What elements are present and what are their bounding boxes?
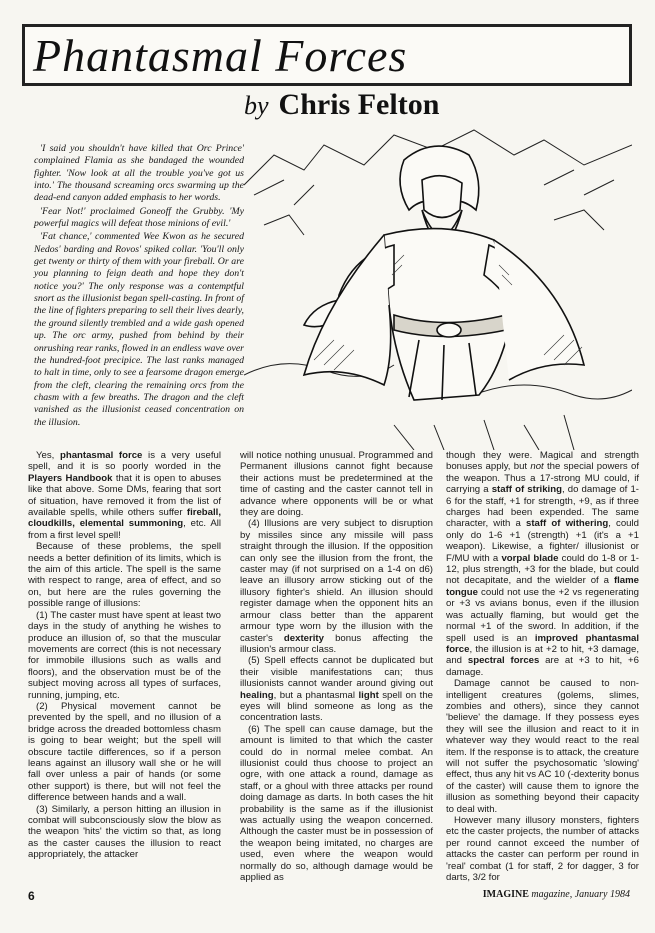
byline-by: by [244,91,269,120]
body-paragraph: (5) Spell effects cannot be duplicated but their visible manifestations can; thus illusionists cannot wander around giving out healing, but a phantasmal light spell on the eyes will blind someone as long as the concentration lasts. [240,655,433,724]
body-paragraph: (4) Illusions are very subject to disruption by missiles since any missile will pass straight through the illusion. If the opposition can only see the illusion from the front, the caster may (if not surprised on a 1-4 on d6) leave an illusory arrow sticking out of the illusory fighter's shield. An illusion should register damage when the opponent hits an armour class better than the apparent armour type worn by the illusion with the caster's dexterity bonus affecting the illusion's armour class. [240,518,433,655]
magazine-name: IMAGINE [482,889,529,900]
body-column-1 [28,450,221,861]
intro-paragraph: 'Fat chance,' commented Wee Kwon as he secured Nedos' barding and Rovos' spiked collar. 'You'll only get twenty or thirty of them with your fireball. Or are you planning to feign death and hope they don't notice you?' The only response was a contemptful snort as the illusionist began spell-casting. In front of the line of fighters preparing to sell their lives dearly, the ground silently trembled and a wide gash opened up. The orc army, pushed from behind by their onrushing rear ranks, flowed in an endless wave over the hundred-foot precipice. The last ranks managed to halt in time, only to see a fearsome dragon emerge from the cleft, clearing the remaining orcs from the chasm with a few breaths. The dragon and the cleft vanished as the illusionist ceased concentration on the illusion. [34,231,244,428]
byline [244,88,439,122]
body-column-3 [446,450,639,883]
body-paragraph: though they were. Magical and strength bonuses apply, but not the special powers of the weapon. Thus a 17-strong MU could, if carrying a staff of striking, do damage of 1-6 for the staff, +1 for strength, +9, as if three charges had been expended. The same character, with a staff of withering, could only do 1-6 +1 (strength) +1 (it's a +1 weapon). Likewise, a fighter/ illusionist or F/MU with a vorpal blade could do 1-8 or 1-12, plus strength, +3 for the blade, but could not decapitate, and the wielder of a flame tongue could not use the +2 vs regenerating or +3 vs avians bonus, even if the illusion was actually flaming, but would get the normal +1 of the sword. In addition, if the spell used is an improved phantasmal force, the illusion is at +2 to hit, +3 damage, and spectral forces are at +3 to hit, +6 damage. [446,450,639,678]
body-paragraph: (1) The caster must have spent at least two days in the study of anything he wishes to produce an illusion of, so that the muscular movements are correct (this is not necessary for immobile illusions such as walls and floors), and the observation must be of the subject moving across all types of surfaces, running, jumping, etc. [28,609,221,701]
magazine-issue: magazine, January 1984 [531,889,630,900]
illusionist-illustration [244,125,632,450]
intro-paragraph: 'Fear Not!' proclaimed Goneoff the Grubby. 'My powerful magics will defeat those minions of evil.' [34,205,244,230]
body-paragraph: will notice nothing unusual. Programmed and Permanent illusions cannot fight because their actions must be predetermined at the time of casting and the caster cannot tell in advance where opponents will be or what they are doing. [240,450,433,519]
body-column-2 [240,450,433,883]
body-paragraph: Damage cannot be caused to non-intelligent creatures (golems, slimes, zombies and others), since they cannot 'believe' the damage. If they possess eyes they will see the illusion and react to it in whatever way they would react to the real item. If the response is to attack, the creature will not suffer the psychosomatic 'slowing' effect, thus any hit vs AC 10 (-dexterity bonus of the caster) will cause them to ignore the illusion as something beyond their capacity to deal with. [446,678,639,815]
body-paragraph: (2) Physical movement cannot be prevented by the spell, and no illusion of a bridge across the dreaded bottomless chasm is going to bear weight; but the spell will obscure tactile differences, so if a person leans against an illusory wall she or he will fall over unless a pair of hands (or some other support) is there, but will not feel the difference between hands and a wall. [28,700,221,804]
intro-paragraph: 'I said you shouldn't have killed that Orc Prince' complained Flamia as she bandaged the wounded fighter. 'Now look at all the trouble you've got us into.' The thousand screaming orcs swarming up the dead-end canyon added emphasis to her words. [34,143,244,204]
intro-fiction [34,143,244,430]
body-paragraph: Because of these problems, the spell needs a better definition of its limits, which is the aim of this article. The spell is the same with respect to range, area of effect, and so on, but here are the rules governing the possible range of illusions: [28,541,221,610]
author-name: Chris Felton [278,88,440,121]
body-paragraph: Yes, phantasmal force is a very useful spell, and it is so poorly worded in the Players Handbook that it is open to abuses like that above. Some DMs, fearing that sort of situation, have removed it from the list of available spells, while others suffer fireball, cloudkills, elemental summoning, etc. All from a first level spell! [28,450,221,541]
page-number: 6 [28,889,35,903]
article-title: Phantasmal Forces [33,30,408,81]
body-paragraph: (6) The spell can cause damage, but the amount is limited to that which the caster could do in normal melee combat. An illusionist could thus choose to project an ogre, with one attack a round, damage as staff, or a ghoul with three attacks per round doing damage as darts. In both cases the hit probability is the same as if the illusionist was actually using the weapon concerned. Although the caster must be in possession of the weapon being imitated, no charges are used, even where the weapon would normally do so, although damage would be applied as [240,723,433,884]
magazine-footer [470,889,630,900]
body-paragraph: However many illusory monsters, fighters etc the caster projects, the number of attacks per round cannot exceed the number of attacks the caster can perform per round in 'real' combat (1 for staff, 2 for dagger, 3 for darts, 3/2 for [446,815,639,884]
title-banner [22,24,632,86]
body-paragraph: (3) Similarly, a person hitting an illusion in combat will subconsciously slow the blow as the weapon 'hits' the victim so that, as long as the caster causes the illusion to react appropriately, the attacker [28,803,221,861]
